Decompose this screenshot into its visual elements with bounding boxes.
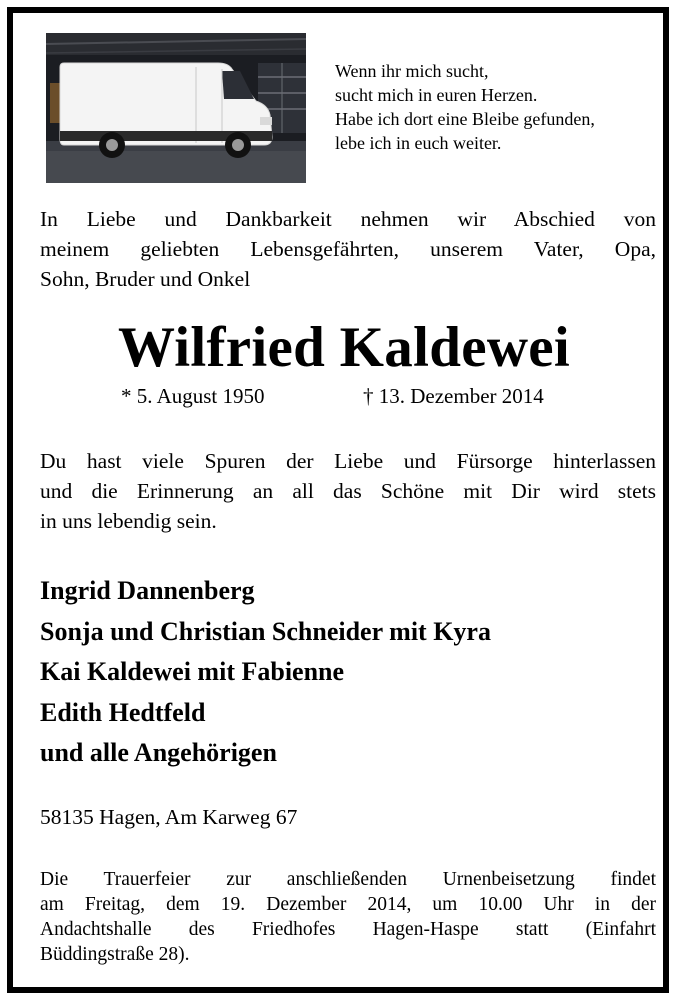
tribute-line: Du hast viele Spuren der Liebe und Fürsorge hinterlassen [40,449,656,473]
mourner-name: Edith Hedtfeld [40,697,206,727]
poem [335,59,595,155]
poem-line: sucht mich in euren Herzen. [335,85,538,105]
van-photo [46,33,306,183]
ceremony-paragraph [40,867,656,967]
ceremony-line: Andachtshalle des Friedhofes Hagen-Haspe statt (Einfahrt [40,919,656,940]
mourner-name: Sonja und Christian Schneider mit Kyra [40,616,491,646]
intro-paragraph [40,204,656,294]
intro-line: In Liebe und Dankbarkeit nehmen wir Abschied von [40,207,656,231]
family-address: 58135 Hagen, Am Karweg 67 [40,805,298,829]
ceremony-line: Die Trauerfeier zur anschließenden Urnenbeisetzung findet [40,869,656,890]
mourners-list [40,571,491,774]
intro-line: Sohn, Bruder und Onkel [40,267,251,291]
mourner-name: Ingrid Dannenberg [40,576,255,605]
ceremony-line: am Freitag, dem 19. Dezember 2014, um 10.00 Uhr in der [40,894,656,915]
death-date: † 13. Dezember 2014 [363,384,544,408]
obituary-frame [7,7,669,993]
mourner-name: Kai Kaldewei mit Fabienne [40,657,345,686]
poem-line: Habe ich dort eine Bleibe gefunden, [335,109,595,129]
intro-line: meinem geliebten Lebensgefährten, unserem Vater, Opa, [40,237,656,261]
mourner-name: und alle Angehörigen [40,738,277,767]
ceremony-line: Büddingstraße 28). [40,944,190,965]
birth-date: * 5. August 1950 [121,384,265,408]
tribute-line: und die Erinnerung an all das Schöne mit Dir wird stets [40,479,656,503]
poem-line: Wenn ihr mich sucht, [335,61,489,81]
deceased-name: Wilfried Kaldewei [117,316,571,379]
tribute-paragraph [40,446,656,536]
poem-line: lebe ich in euch weiter. [335,133,502,153]
tribute-line: in uns lebendig sein. [40,509,217,533]
